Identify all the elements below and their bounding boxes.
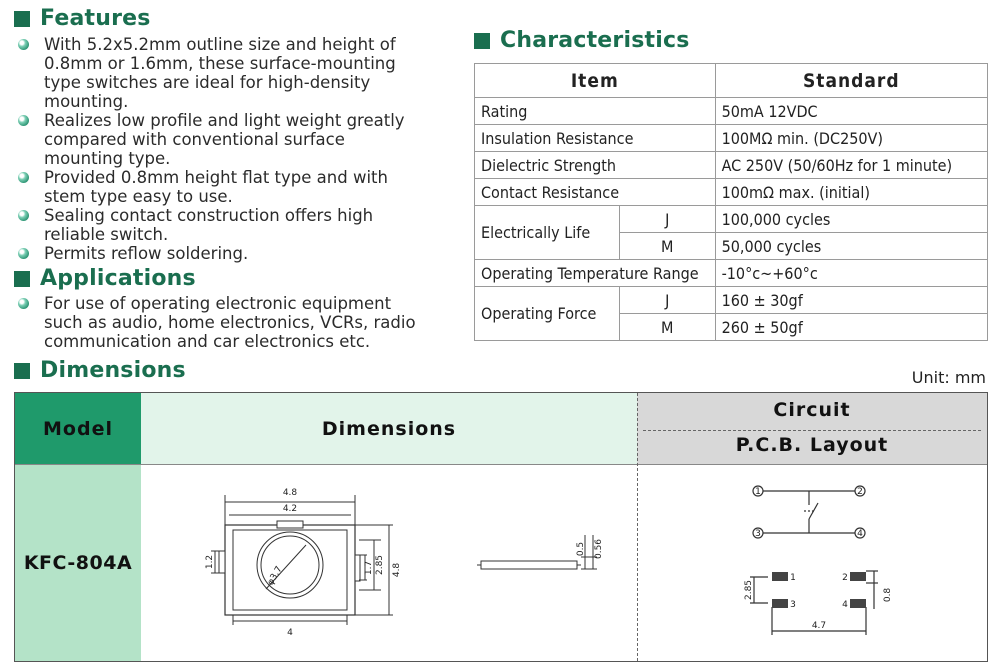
dielectric-value: AC 250V (50/60Hz for 1 minute) [715, 152, 987, 179]
life-j-value: 100,000 cycles [715, 206, 987, 233]
bullet-icon [18, 39, 29, 50]
dim-side-h2: 2.85 [375, 554, 385, 576]
table-row [475, 287, 988, 314]
bullet-icon [18, 172, 29, 183]
table-row [475, 98, 988, 125]
pcb-pin-4: 4 [842, 600, 848, 610]
bullet-icon [18, 210, 29, 221]
features-heading: Features [14, 6, 151, 31]
life-j-code: J [619, 206, 715, 233]
table-row [475, 152, 988, 179]
pcb-pin-2: 2 [842, 573, 848, 583]
dim-bottom-w: 4 [287, 628, 293, 638]
dimensions-panel [14, 392, 988, 662]
table-row [475, 260, 988, 287]
circuit-label: Circuit [773, 399, 851, 421]
col-circuit-header [637, 393, 987, 464]
dim-left-h: 1.2 [205, 554, 215, 570]
rating-value: 50mA 12VDC [715, 98, 987, 125]
unit-label: Unit: mm [911, 368, 986, 387]
features-list [14, 35, 426, 263]
heading-square-icon [14, 11, 30, 27]
force-label: Operating Force [475, 287, 620, 341]
pcb-label: P.C.B. Layout [735, 434, 889, 456]
table-header-row [475, 64, 988, 98]
force-m-value: 260 ± 50gf [715, 314, 987, 341]
temp-label: Operating Temperature Range [475, 260, 716, 287]
list-item: Provided 0.8mm height flat type and with stem type easy to use. [14, 168, 426, 206]
force-j-value: 160 ± 30gf [715, 287, 987, 314]
dim-diameter: φ3.7 [265, 564, 285, 588]
pcb-dim-pad: 0.8 [883, 587, 893, 603]
circuit-pin-2: 2 [857, 487, 863, 497]
dim-side-h3: 4.8 [392, 562, 402, 578]
divider [643, 430, 981, 431]
table-row [475, 125, 988, 152]
applications-list [14, 294, 426, 351]
rating-label: Rating [475, 98, 716, 125]
col-item-header: Item [475, 64, 716, 98]
characteristics-table [474, 63, 988, 341]
circuit-pin-1: 1 [755, 487, 761, 497]
heading-square-icon [14, 363, 30, 379]
pcb-dim-w: 4.7 [811, 621, 827, 631]
life-label: Electrically Life [475, 206, 620, 260]
model-name: KFC-804A [15, 464, 141, 661]
life-m-value: 50,000 cycles [715, 233, 987, 260]
list-item: Permits reflow soldering. [14, 244, 426, 263]
heading-square-icon [474, 33, 490, 49]
table-row [475, 179, 988, 206]
list-item: With 5.2x5.2mm outline size and height of 0.8mm or 1.6mm, these surface-mounting type switches are ideal for high-density mounting. [14, 35, 426, 111]
dim-side-h1: 1.7 [364, 560, 374, 576]
switch-drawing [141, 465, 637, 661]
insulation-value: 100MΩ min. (DC250V) [715, 125, 987, 152]
contact-label: Contact Resistance [475, 179, 716, 206]
temp-value: -10°c~+60°c [715, 260, 987, 287]
dielectric-label: Dielectric Strength [475, 152, 716, 179]
contact-value: 100mΩ max. (initial) [715, 179, 987, 206]
circuit-pin-4: 4 [857, 529, 863, 539]
dimensions-heading: Dimensions [14, 358, 186, 383]
bullet-icon [18, 115, 29, 126]
list-item: Realizes low profile and light weight greatly compared with conventional surface mounting type. [14, 111, 426, 168]
table-row [475, 206, 988, 233]
applications-heading: Applications [14, 266, 196, 291]
dim-top-w2: 4.2 [282, 504, 298, 514]
bullet-icon [18, 298, 29, 309]
dim-top-w1: 4.8 [282, 488, 298, 498]
pcb-pin-1: 1 [790, 573, 796, 583]
col-dimensions-header: Dimensions [141, 393, 637, 464]
heading-square-icon [14, 271, 30, 287]
pcb-pin-3: 3 [790, 600, 796, 610]
circuit-pin-3: 3 [755, 529, 761, 539]
force-m-code: M [619, 314, 715, 341]
col-model-header: Model [15, 393, 141, 464]
pcb-dim-h: 2.85 [744, 579, 754, 601]
characteristics-heading: Characteristics [474, 28, 690, 53]
circuit-pcb-drawing [638, 465, 987, 661]
bullet-icon [18, 248, 29, 259]
list-item: Sealing contact construction offers high reliable switch. [14, 206, 426, 244]
insulation-label: Insulation Resistance [475, 125, 716, 152]
force-j-code: J [619, 287, 715, 314]
life-m-code: M [619, 233, 715, 260]
dim-thick2: 0.56 [594, 538, 604, 560]
dim-thick1: 0.5 [576, 541, 586, 557]
list-item: For use of operating electronic equipment such as audio, home electronics, VCRs, radio communication and car electronics etc. [14, 294, 426, 351]
col-standard-header: Standard [715, 64, 987, 98]
